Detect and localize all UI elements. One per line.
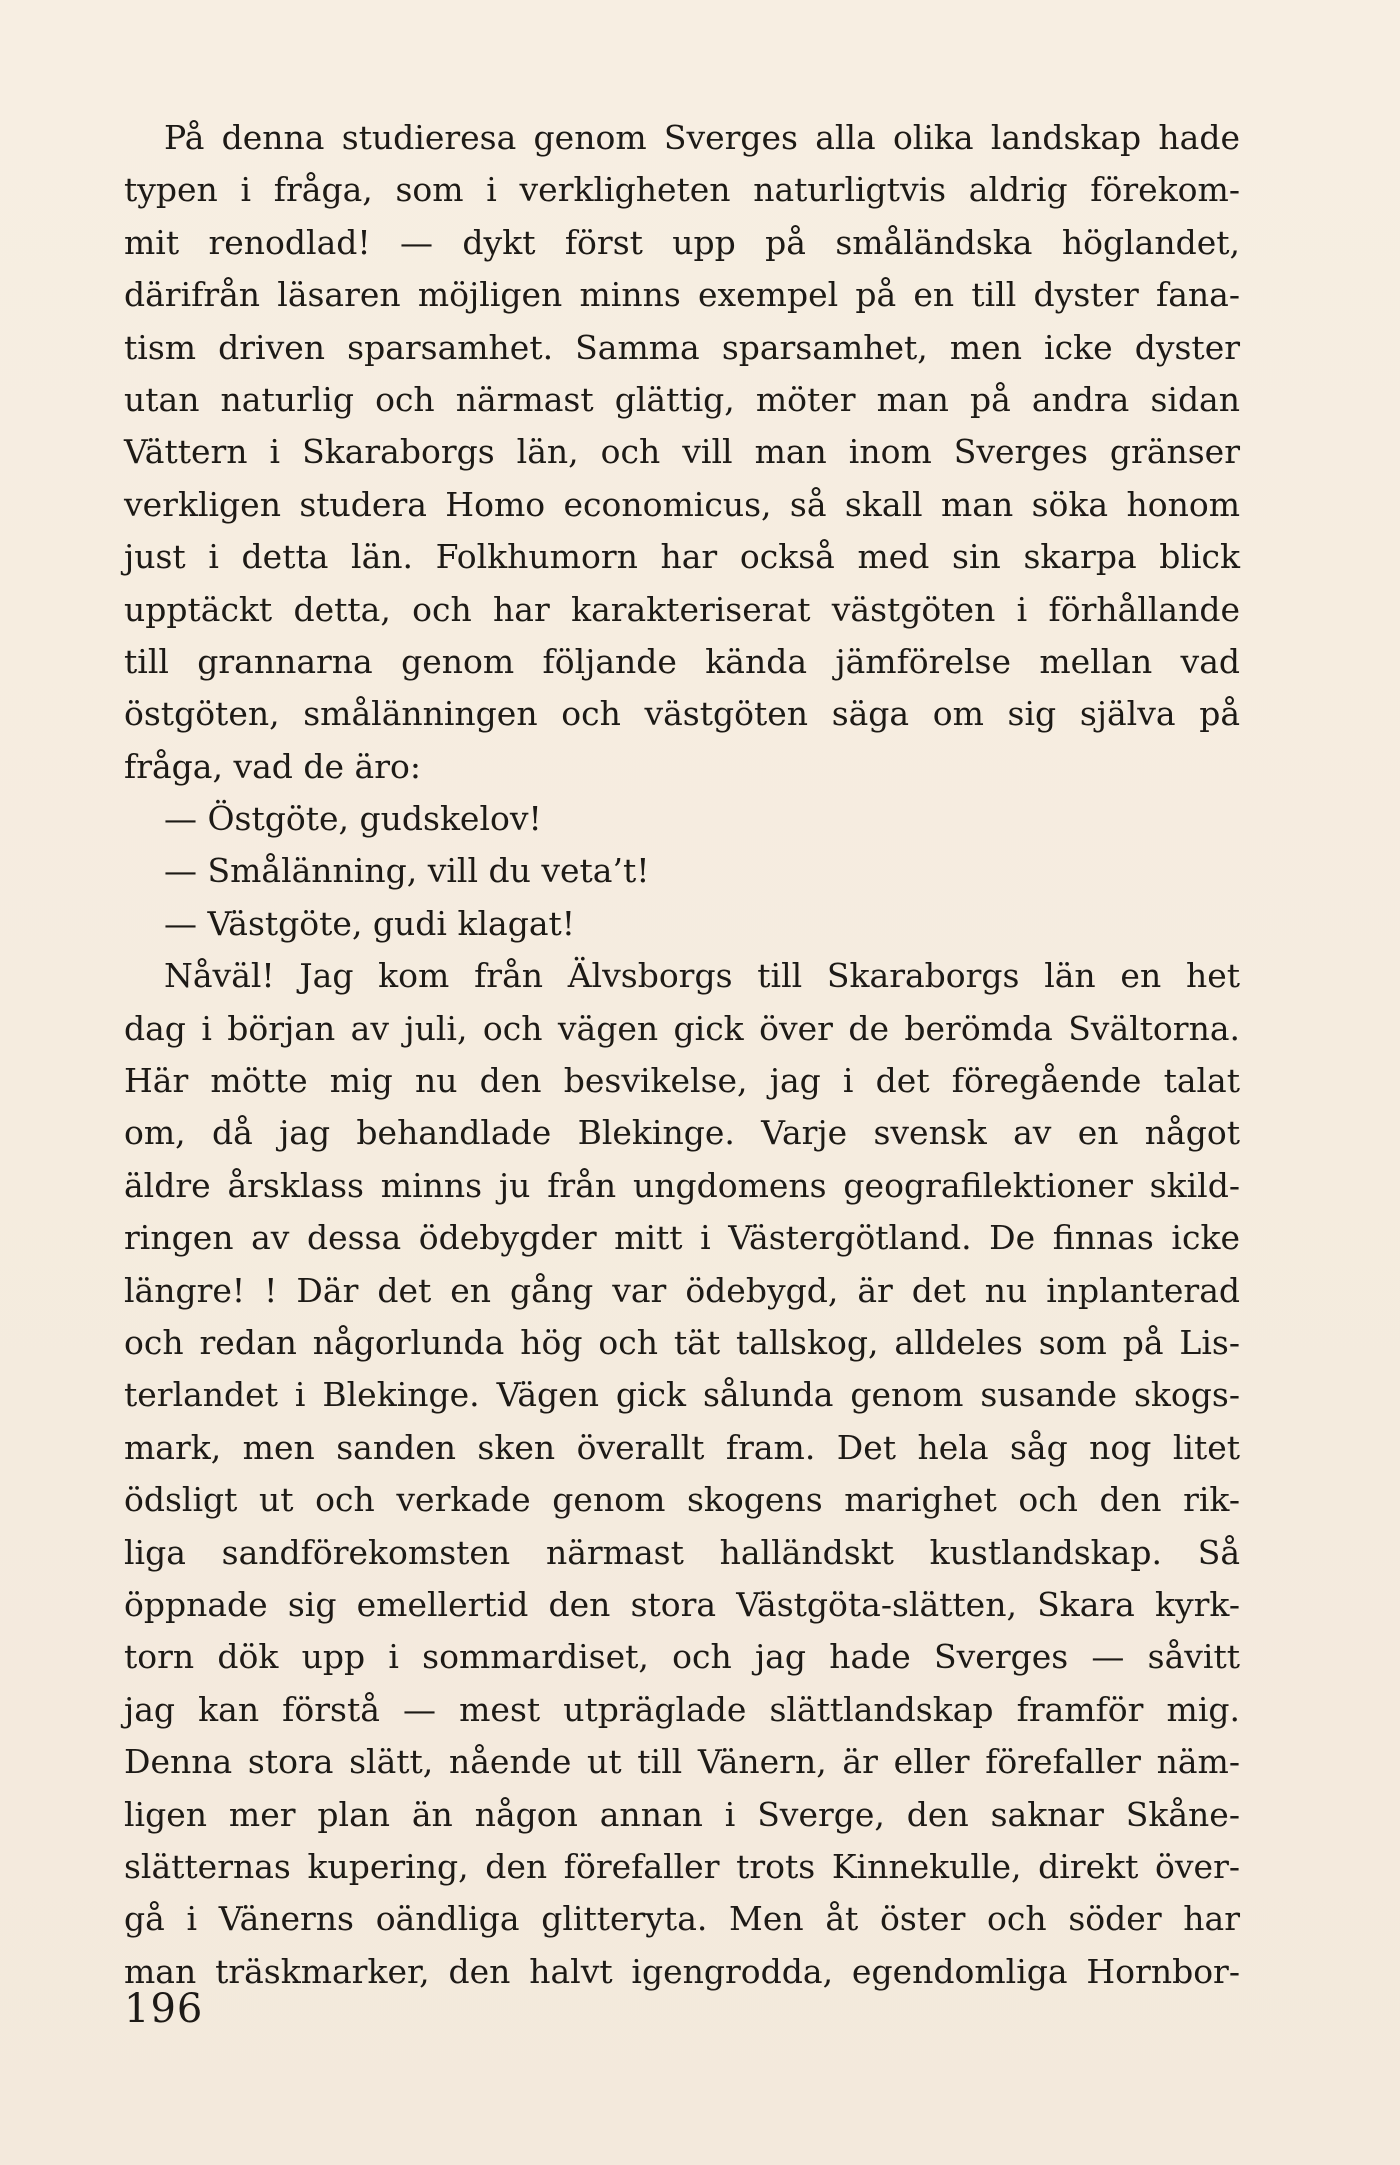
text-line: terlandet i Blekinge. Vägen gick sålunda genom susande skogs-: [124, 1375, 1240, 1415]
text-line: tism driven sparsamhet. Samma sparsamhet, men icke dyster: [124, 327, 1240, 367]
text-line: ligen mer plan än någon annan i Sverge, den saknar Skåne-: [124, 1794, 1240, 1834]
text-line: Nåväl! Jag kom från Älvsborgs till Skaraborgs län en het: [164, 956, 1240, 996]
text-line: om, då jag behandlade Blekinge. Varje svensk av en något: [124, 1113, 1240, 1153]
text-line: Denna stora slätt, nående ut till Vänern, är eller förefaller näm-: [124, 1742, 1240, 1782]
text-line: upptäckt detta, och har karakteriserat västgöten i förhållande: [124, 589, 1240, 629]
text-line: längre! ! Där det en gång var ödebygd, är det nu inplanterad: [124, 1270, 1240, 1310]
text-line: därifrån läsaren möjligen minns exempel på en till dyster fana-: [124, 275, 1240, 315]
dialogue-line: — Smålänning, vill du veta’t!: [164, 851, 650, 891]
body-text: [124, 112, 1240, 1998]
text-line: Här mötte mig nu den besvikelse, jag i det föregående talat: [124, 1061, 1240, 1101]
text-line: liga sandförekomsten närmast halländskt kustlandskap. Så: [124, 1532, 1240, 1572]
text-line: På denna studieresa genom Sverges alla olika landskap hade: [164, 118, 1240, 157]
text-line: mit renodlad! — dykt först upp på småländska höglandet,: [124, 222, 1240, 262]
text-line: utan naturlig och närmast glättig, möter man på andra sidan: [124, 379, 1240, 419]
text-line: och redan någorlunda hög och tät tallskog, alldeles som på Lis-: [124, 1322, 1240, 1362]
text-line: öppnade sig emellertid den stora Västgöta-slätten, Skara kyrk-: [124, 1584, 1240, 1624]
text-line: torn dök upp i sommardiset, och jag hade Sverges — såvitt: [124, 1637, 1240, 1677]
text-line: slätternas kupering, den förefaller trots Kinnekulle, direkt över-: [124, 1846, 1240, 1886]
text-line: gå i Vänerns oändliga glitteryta. Men åt öster och söder har: [124, 1899, 1240, 1939]
text-line: Vättern i Skaraborgs län, och vill man inom Sverges gränser: [124, 432, 1240, 472]
text-line: mark, men sanden sken överallt fram. Det hela såg nog litet: [124, 1427, 1240, 1467]
text-line: fråga, vad de äro:: [124, 746, 421, 786]
text-line: ringen av dessa ödebygder mitt i Västergötland. De finnas icke: [124, 1218, 1240, 1258]
text-line: typen i fråga, som i verkligheten naturligtvis aldrig förekom-: [124, 170, 1240, 210]
dialogue-line: — Östgöte, gudskelov!: [164, 799, 542, 839]
text-line: dag i början av juli, och vägen gick över de berömda Svältorna.: [124, 1008, 1240, 1048]
text-line: jag kan förstå — mest utpräglade slättlandskap framför mig.: [124, 1689, 1240, 1729]
text-line: till grannarna genom följande kända jämförelse mellan vad: [124, 641, 1240, 681]
page-number: 196: [124, 1986, 204, 2032]
dialogue-line: — Västgöte, gudi klagat!: [164, 903, 576, 943]
text-line: ödsligt ut och verkade genom skogens marighet och den rik-: [124, 1480, 1240, 1520]
text-line: just i detta län. Folkhumorn har också med sin skarpa blick: [124, 537, 1240, 577]
text-line: man träskmarker, den halvt igengrodda, egendomliga Hornbor-: [124, 1951, 1240, 1991]
text-line: verkligen studera Homo economicus, så skall man söka honom: [124, 484, 1240, 524]
text-line: äldre årsklass minns ju från ungdomens geografilektioner skild-: [124, 1165, 1240, 1205]
text-line: östgöten, smålänningen och västgöten säga om sig själva på: [124, 694, 1240, 734]
